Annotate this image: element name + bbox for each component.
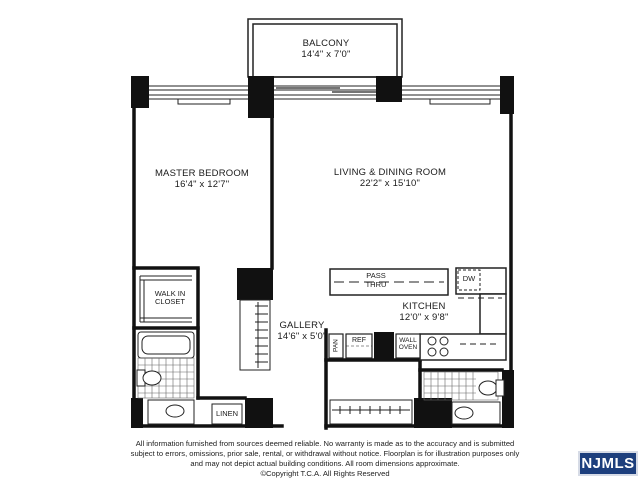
- bottom-closet: [330, 400, 412, 424]
- disclaimer-line1: All information furnished from sources deemed reliable. No warranty is made as to the accuracy and is submitted: [135, 439, 515, 448]
- kitchen-dims: 12'0" x 9'8": [399, 311, 449, 323]
- wall-oven-line2: OVEN: [398, 344, 418, 352]
- walk-in-closet-line2: CLOSET: [154, 297, 185, 307]
- gallery-dims: 14'6" x 5'0": [277, 330, 327, 342]
- gallery-name: GALLERY: [279, 320, 325, 331]
- walk-in-closet-label: [150, 290, 190, 307]
- master-bedroom-dims: 16'4" x 12'7": [174, 178, 230, 190]
- wall-oven-line1: WALL: [399, 337, 417, 344]
- walk-in-closet-line1: WALK IN: [154, 289, 186, 298]
- pass-thru-label: [356, 272, 396, 290]
- kitchen-label: [384, 302, 464, 324]
- walls: [134, 106, 511, 428]
- gallery-closet: [240, 300, 270, 370]
- pass-thru-line2: THRU: [365, 280, 387, 290]
- pass-thru-line1: PASS: [366, 271, 386, 280]
- living-dining-label: [320, 168, 460, 190]
- kitchen-name: KITCHEN: [402, 301, 446, 312]
- disclaimer-line3: and may not depict actual building conditions. All room dimensions approximate.: [190, 459, 460, 469]
- balcony-name: BALCONY: [302, 38, 350, 49]
- njmls-badge: NJMLS: [578, 451, 638, 476]
- disclaimer-line2: subject to errors, omissions, prior sale, rental, or withdrawal without notice. Floorplan is for illustration purposes only: [130, 449, 520, 459]
- toilet-right: [479, 380, 504, 396]
- balcony-dims: 14'4" x 7'0": [301, 48, 351, 60]
- sink-right: [452, 402, 500, 424]
- disclaimer: [100, 439, 550, 479]
- sink-left: [148, 400, 194, 424]
- structural-columns: [131, 76, 514, 428]
- gallery-label: [270, 321, 334, 343]
- balcony-label: [276, 39, 376, 61]
- pantry-label: PAN: [332, 339, 340, 353]
- master-bedroom-name: MASTER BEDROOM: [154, 168, 250, 179]
- refrigerator-label: REF: [352, 337, 366, 344]
- linen-label: LINEN: [215, 409, 239, 418]
- kitchen-column: [374, 332, 394, 360]
- dishwasher-label: DW: [462, 274, 476, 283]
- master-bedroom-label: [142, 169, 262, 191]
- toilet-left: [137, 370, 161, 386]
- living-dining-name: LIVING & DINING ROOM: [333, 167, 447, 178]
- disclaimer-line4: ©Copyright T.C.A. All Rights Reserved: [260, 469, 390, 479]
- living-dining-dims: 22'2" x 15'10": [359, 177, 421, 189]
- bathroom-left: [138, 332, 194, 358]
- radiators: [178, 99, 490, 104]
- wall-oven-label: [394, 337, 422, 351]
